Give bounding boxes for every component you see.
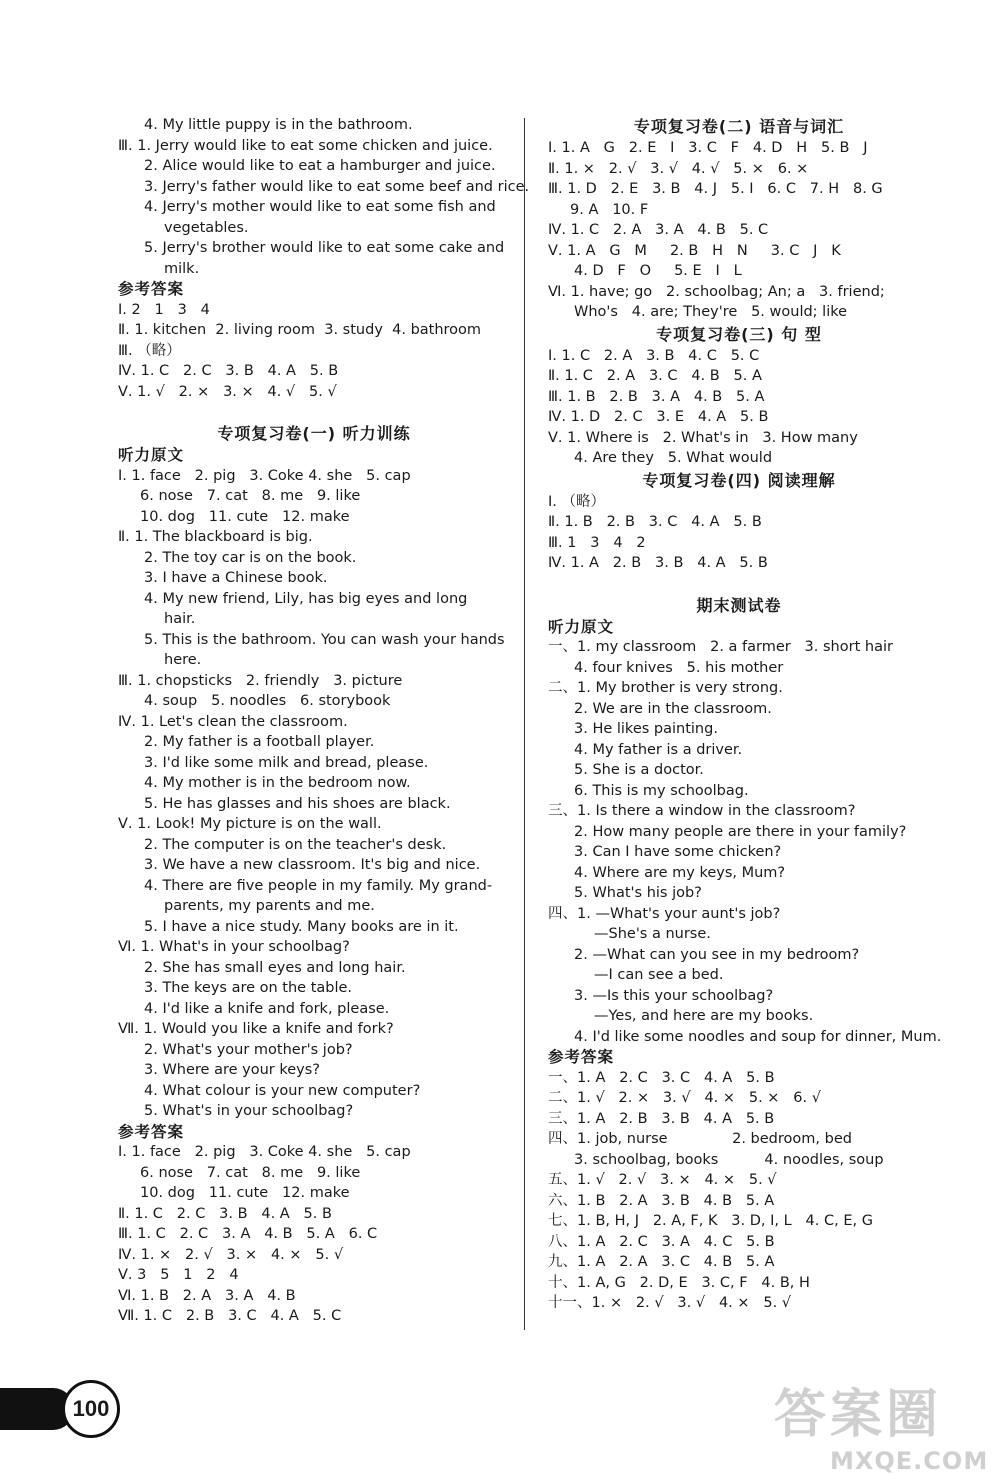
text-line: Ⅱ. 1. × 2. √ 3. √ 4. √ 5. × 6. ×: [548, 160, 809, 177]
text-line: 2. Alice would like to eat a hamburger and juice.: [144, 158, 496, 174]
text-line: —Yes, and here are my books.: [594, 1008, 814, 1024]
text-line: 2. The computer is on the teacher's desk.: [144, 836, 447, 853]
text-line: Ⅴ. 1. Look! My picture is on the wall.: [118, 816, 382, 832]
text-line: Ⅱ. 1. The blackboard is big.: [118, 529, 313, 545]
text-line: Ⅳ. 1. × 2. √ 3. × 4. × 5. √: [118, 1246, 344, 1263]
text-line: 5. What's his job?: [574, 885, 702, 901]
text-line: here.: [164, 652, 202, 668]
subsection-heading: 听力原文: [548, 617, 615, 636]
text-line: Ⅰ. 1. face 2. pig 3. Coke 4. she 5. cap: [118, 1144, 411, 1160]
text-line: 4. D F O 5. E I L: [574, 263, 742, 279]
text-line: 十一、1. × 2. √ 3. √ 4. × 5. √: [548, 1295, 792, 1311]
column-divider: [524, 118, 525, 1330]
watermark-url: MXQE.COM: [830, 1447, 989, 1475]
text-line: 四、1. —What's your aunt's job?: [548, 905, 781, 922]
text-line: 5. She is a doctor.: [574, 762, 704, 778]
text-line: 三、1. Is there a window in the classroom?: [548, 803, 856, 819]
text-line: 十、1. A, G 2. D, E 3. C, F 4. B, H: [548, 1274, 810, 1291]
text-line: 2. She has small eyes and long hair.: [144, 959, 406, 976]
text-line: 3. I'd like some milk and bread, please.: [144, 754, 429, 771]
text-line: 4. What colour is your new computer?: [144, 1082, 421, 1099]
text-line: 九、1. A 2. A 3. C 4. B 5. A: [548, 1254, 775, 1270]
text-line: 3. schoolbag, books 4. noodles, soup: [574, 1151, 884, 1168]
text-line: 2. What's your mother's job?: [144, 1041, 353, 1058]
text-line: Ⅱ. 1. kitchen 2. living room 3. study 4. bathroom: [118, 322, 482, 338]
text-line: Who's 4. are; They're 5. would; like: [574, 304, 848, 320]
text-line: 二、1. My brother is very strong.: [548, 680, 783, 696]
text-line: 一、1. A 2. C 3. C 4. A 5. B: [548, 1069, 775, 1086]
text-line: 5. I have a nice study. Many books are in it.: [144, 918, 459, 935]
text-line: 3. Where are your keys?: [144, 1062, 320, 1078]
text-line: 3. —Is this your schoolbag?: [574, 987, 774, 1004]
text-line: 七、1. B, H, J 2. A, F, K 3. D, I, L 4. C, E, G: [548, 1213, 873, 1229]
text-line: parents, my parents and me.: [164, 898, 375, 914]
text-line: Ⅲ. 1 3 4 2: [548, 534, 646, 551]
spacer: [548, 574, 930, 594]
subsection-heading: 参考答案: [118, 280, 185, 298]
text-line: Ⅵ. 1. have; go 2. schoolbag; An; a 3. friend;: [548, 283, 885, 300]
text-line: milk.: [164, 260, 200, 277]
text-line: 5. He has glasses and his shoes are black.: [144, 795, 451, 812]
text-line: 三、1. A 2. B 3. B 4. A 5. B: [548, 1110, 775, 1127]
text-line: Ⅵ. 1. B 2. A 3. A 4. B: [118, 1287, 296, 1304]
text-line: hair.: [164, 611, 196, 627]
section-title: 专项复习卷(三) 句 型: [656, 324, 822, 344]
text-line: Ⅴ. 1. Where is 2. What's in 3. How many: [548, 429, 858, 446]
subsection-heading: 参考答案: [548, 1048, 615, 1066]
text-line: 4. My mother is in the bedroom now.: [144, 775, 411, 791]
text-line: Ⅴ. 1. √ 2. × 3. × 4. √ 5. √: [118, 383, 337, 400]
text-line: 4. I'd like some noodles and soup for dinner, Mum.: [574, 1028, 942, 1045]
text-line: 4. My little puppy is in the bathroom.: [144, 117, 413, 133]
text-line: 二、1. √ 2. × 3. √ 4. × 5. × 6. √: [548, 1090, 821, 1106]
text-line: Ⅴ. 3 5 1 2 4: [118, 1267, 239, 1283]
text-line: Ⅶ. 1. Would you like a knife and fork?: [118, 1021, 394, 1037]
text-line: 3. I have a Chinese book.: [144, 570, 328, 586]
text-line: 3. Jerry's father would like to eat some beef and rice.: [144, 178, 530, 195]
text-line: 3. He likes painting.: [574, 721, 718, 737]
spacer: [118, 402, 510, 422]
text-line: Ⅳ. 1. D 2. C 3. E 4. A 5. B: [548, 409, 769, 425]
page-number-badge: [0, 1372, 130, 1432]
text-line: 4. Are they 5. What would: [574, 450, 773, 466]
subsection-heading: 参考答案: [118, 1122, 185, 1141]
section-title: 专项复习卷(二) 语音与词汇: [633, 117, 845, 136]
text-line: Ⅱ. 1. B 2. B 3. C 4. A 5. B: [548, 514, 762, 530]
text-line: Ⅳ. 1. C 2. A 3. A 4. B 5. C: [548, 222, 769, 238]
watermark-logo: [774, 1372, 994, 1475]
text-line: 4. Where are my keys, Mum?: [574, 864, 786, 881]
text-line: 4. four knives 5. his mother: [574, 659, 784, 676]
text-line: 6. nose 7. cat 8. me 9. like: [140, 488, 361, 504]
text-line: Ⅲ. 1. C 2. C 3. A 4. B 5. A 6. C: [118, 1226, 378, 1242]
text-line: 5. Jerry's brother would like to eat some cake and: [144, 240, 505, 256]
text-line: Ⅰ. 1. C 2. A 3. B 4. C 5. C: [548, 347, 760, 364]
text-line: 3. We have a new classroom. It's big and nice.: [144, 857, 481, 873]
text-line: 四、1. job, nurse 2. bedroom, bed: [548, 1131, 852, 1147]
text-line: 4. soup 5. noodles 6. storybook: [144, 693, 391, 709]
text-line: 一、1. my classroom 2. a farmer 3. short hair: [548, 639, 893, 655]
text-line: Ⅵ. 1. What's in your schoolbag?: [118, 939, 350, 955]
text-line: Ⅳ. 1. C 2. C 3. B 4. A 5. B: [118, 363, 339, 379]
text-line: 9. A 10. F: [570, 201, 649, 218]
text-line: Ⅲ. （略）: [118, 342, 181, 359]
text-line: 10. dog 11. cute 12. make: [140, 1185, 350, 1201]
text-line: Ⅳ. 1. A 2. B 3. B 4. A 5. B: [548, 555, 768, 571]
section-title: 专项复习卷(四) 阅读理解: [642, 470, 836, 490]
text-line: 3. Can I have some chicken?: [574, 844, 782, 860]
text-line: Ⅱ. 1. C 2. A 3. C 4. B 5. A: [548, 368, 762, 384]
text-line: 2. The toy car is on the book.: [144, 549, 357, 566]
text-line: 4. Jerry's mother would like to eat some fish and: [144, 199, 496, 215]
text-line: 4. I'd like a knife and fork, please.: [144, 1000, 390, 1017]
text-line: 五、1. √ 2. √ 3. × 4. × 5. √: [548, 1172, 777, 1188]
text-line: Ⅰ. 1. face 2. pig 3. Coke 4. she 5. cap: [118, 467, 411, 484]
text-line: Ⅱ. 1. C 2. C 3. B 4. A 5. B: [118, 1205, 332, 1222]
text-line: 4. There are five people in my family. My grand-: [144, 877, 493, 894]
text-line: 10. dog 11. cute 12. make: [140, 508, 350, 525]
text-line: Ⅴ. 1. A G M 2. B H N 3. C J K: [548, 242, 841, 259]
text-line: 6. nose 7. cat 8. me 9. like: [140, 1164, 361, 1181]
text-line: 六、1. B 2. A 3. B 4. B 5. A: [548, 1192, 775, 1209]
text-line: Ⅲ. 1. D 2. E 3. B 4. J 5. I 6. C 7. H 8. G: [548, 181, 883, 197]
section-title: 期末测试卷: [696, 595, 782, 615]
text-line: 3. The keys are on the table.: [144, 980, 353, 996]
text-line: 2. —What can you see in my bedroom?: [574, 946, 860, 963]
text-line: Ⅲ. 1. chopsticks 2. friendly 3. picture: [118, 672, 403, 689]
text-line: 6. This is my schoolbag.: [574, 782, 749, 799]
right-column: [548, 115, 942, 1314]
text-line: —She's a nurse.: [594, 926, 711, 942]
left-column: [118, 115, 530, 1327]
text-line: Ⅳ. 1. Let's clean the classroom.: [118, 713, 348, 730]
text-line: vegetables.: [164, 219, 249, 236]
text-line: Ⅰ. （略）: [548, 493, 605, 510]
text-line: 八、1. A 2. C 3. A 4. C 5. B: [548, 1233, 775, 1250]
text-line: Ⅰ. 1. A G 2. E I 3. C F 4. D H 5. B J: [548, 140, 868, 156]
text-line: Ⅶ. 1. C 2. B 3. C 4. A 5. C: [118, 1308, 342, 1324]
text-line: 4. My father is a driver.: [574, 741, 743, 758]
text-line: 2. We are in the classroom.: [574, 700, 772, 717]
section-title: 专项复习卷(一) 听力训练: [217, 424, 411, 443]
text-line: Ⅲ. 1. Jerry would like to eat some chicken and juice.: [118, 137, 493, 154]
text-line: 5. What's in your schoolbag?: [144, 1103, 354, 1119]
watermark-text: 答案圈: [774, 1385, 943, 1445]
text-line: Ⅲ. 1. B 2. B 3. A 4. B 5. A: [548, 388, 765, 405]
text-line: 5. This is the bathroom. You can wash your hands: [144, 631, 505, 648]
text-line: 4. My new friend, Lily, has big eyes and long: [144, 590, 468, 607]
text-line: Ⅰ. 2 1 3 4: [118, 301, 210, 318]
page-number: 100: [62, 1380, 120, 1438]
text-line: —I can see a bed.: [594, 967, 724, 983]
text-line: 2. My father is a football player.: [144, 734, 375, 750]
subsection-heading: 听力原文: [118, 446, 185, 464]
text-line: 2. How many people are there in your family?: [574, 823, 907, 840]
